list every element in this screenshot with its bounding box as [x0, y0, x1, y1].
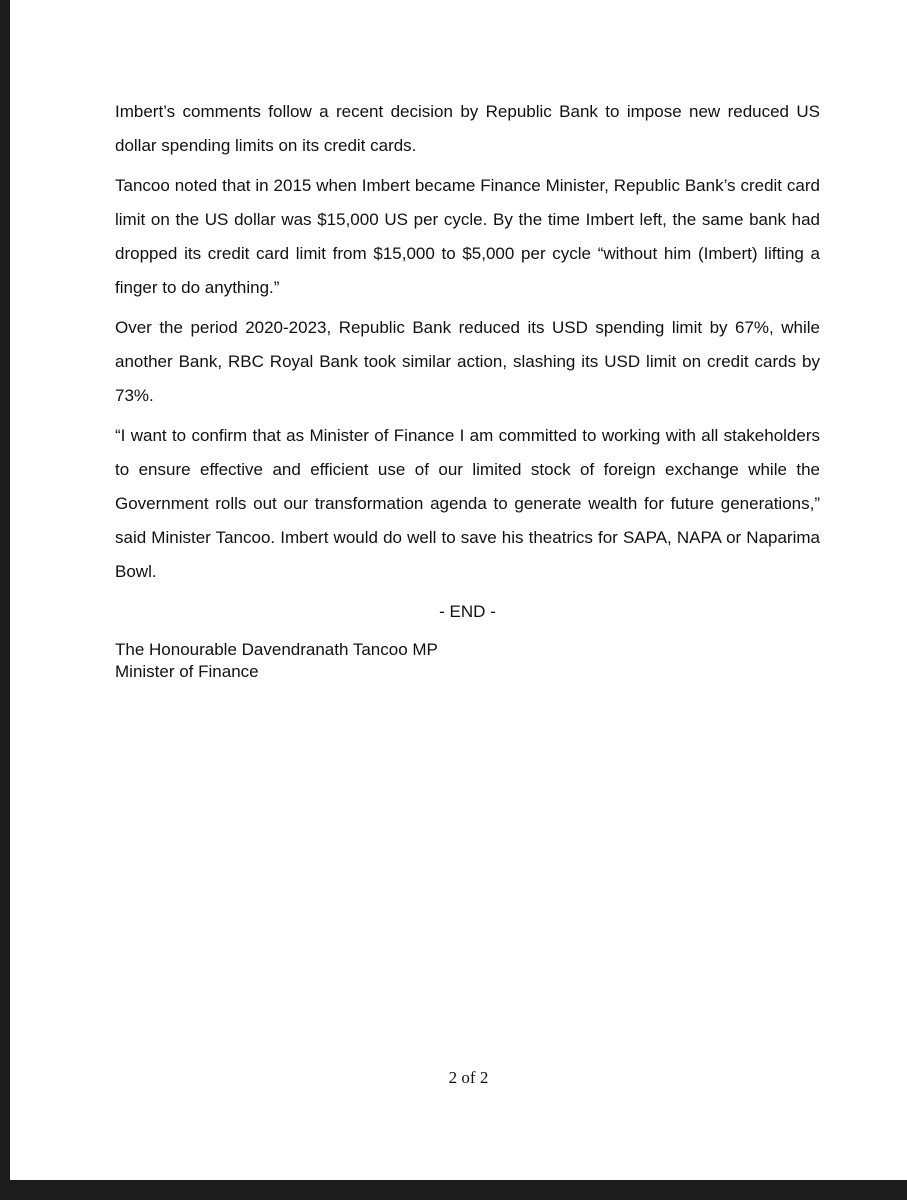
signature-title: Minister of Finance: [115, 662, 259, 681]
end-mark: - END -: [439, 602, 496, 621]
paragraph-3: Over the period 2020-2023, Republic Bank reduced its USD spending limit by 67%, while another Bank, RBC Royal Bank took similar action, slashing its USD limit on credit cards by 73%.: [115, 318, 820, 405]
paragraph-1: Imbert’s comments follow a recent decision by Republic Bank to impose new reduced US dollar spending limits on its credit cards.: [115, 102, 820, 155]
document-page: [10, 0, 907, 1180]
signature-block: [115, 639, 820, 683]
paragraph-2: Tancoo noted that in 2015 when Imbert became Finance Minister, Republic Bank’s credit card limit on the US dollar was $15,000 US per cycle. By the time Imbert left, the same bank had dropped its credit card limit from $15,000 to $5,000 per cycle “without him (Imbert) lifting a finger to do anything.”: [115, 176, 820, 297]
page-number: 2 of 2: [448, 1068, 489, 1087]
signature-name: The Honourable Davendranath Tancoo MP: [115, 640, 438, 659]
document-body: [115, 95, 820, 683]
paragraph-4: “I want to confirm that as Minister of Finance I am committed to working with all stakeholders to ensure effective and efficient use of our limited stock of foreign exchange while the Government rolls out our transformation agenda to generate wealth for future generations,” said Minister Tancoo. Imbert would do well to save his theatrics for SAPA, NAPA or Naparima Bowl.: [115, 426, 820, 581]
